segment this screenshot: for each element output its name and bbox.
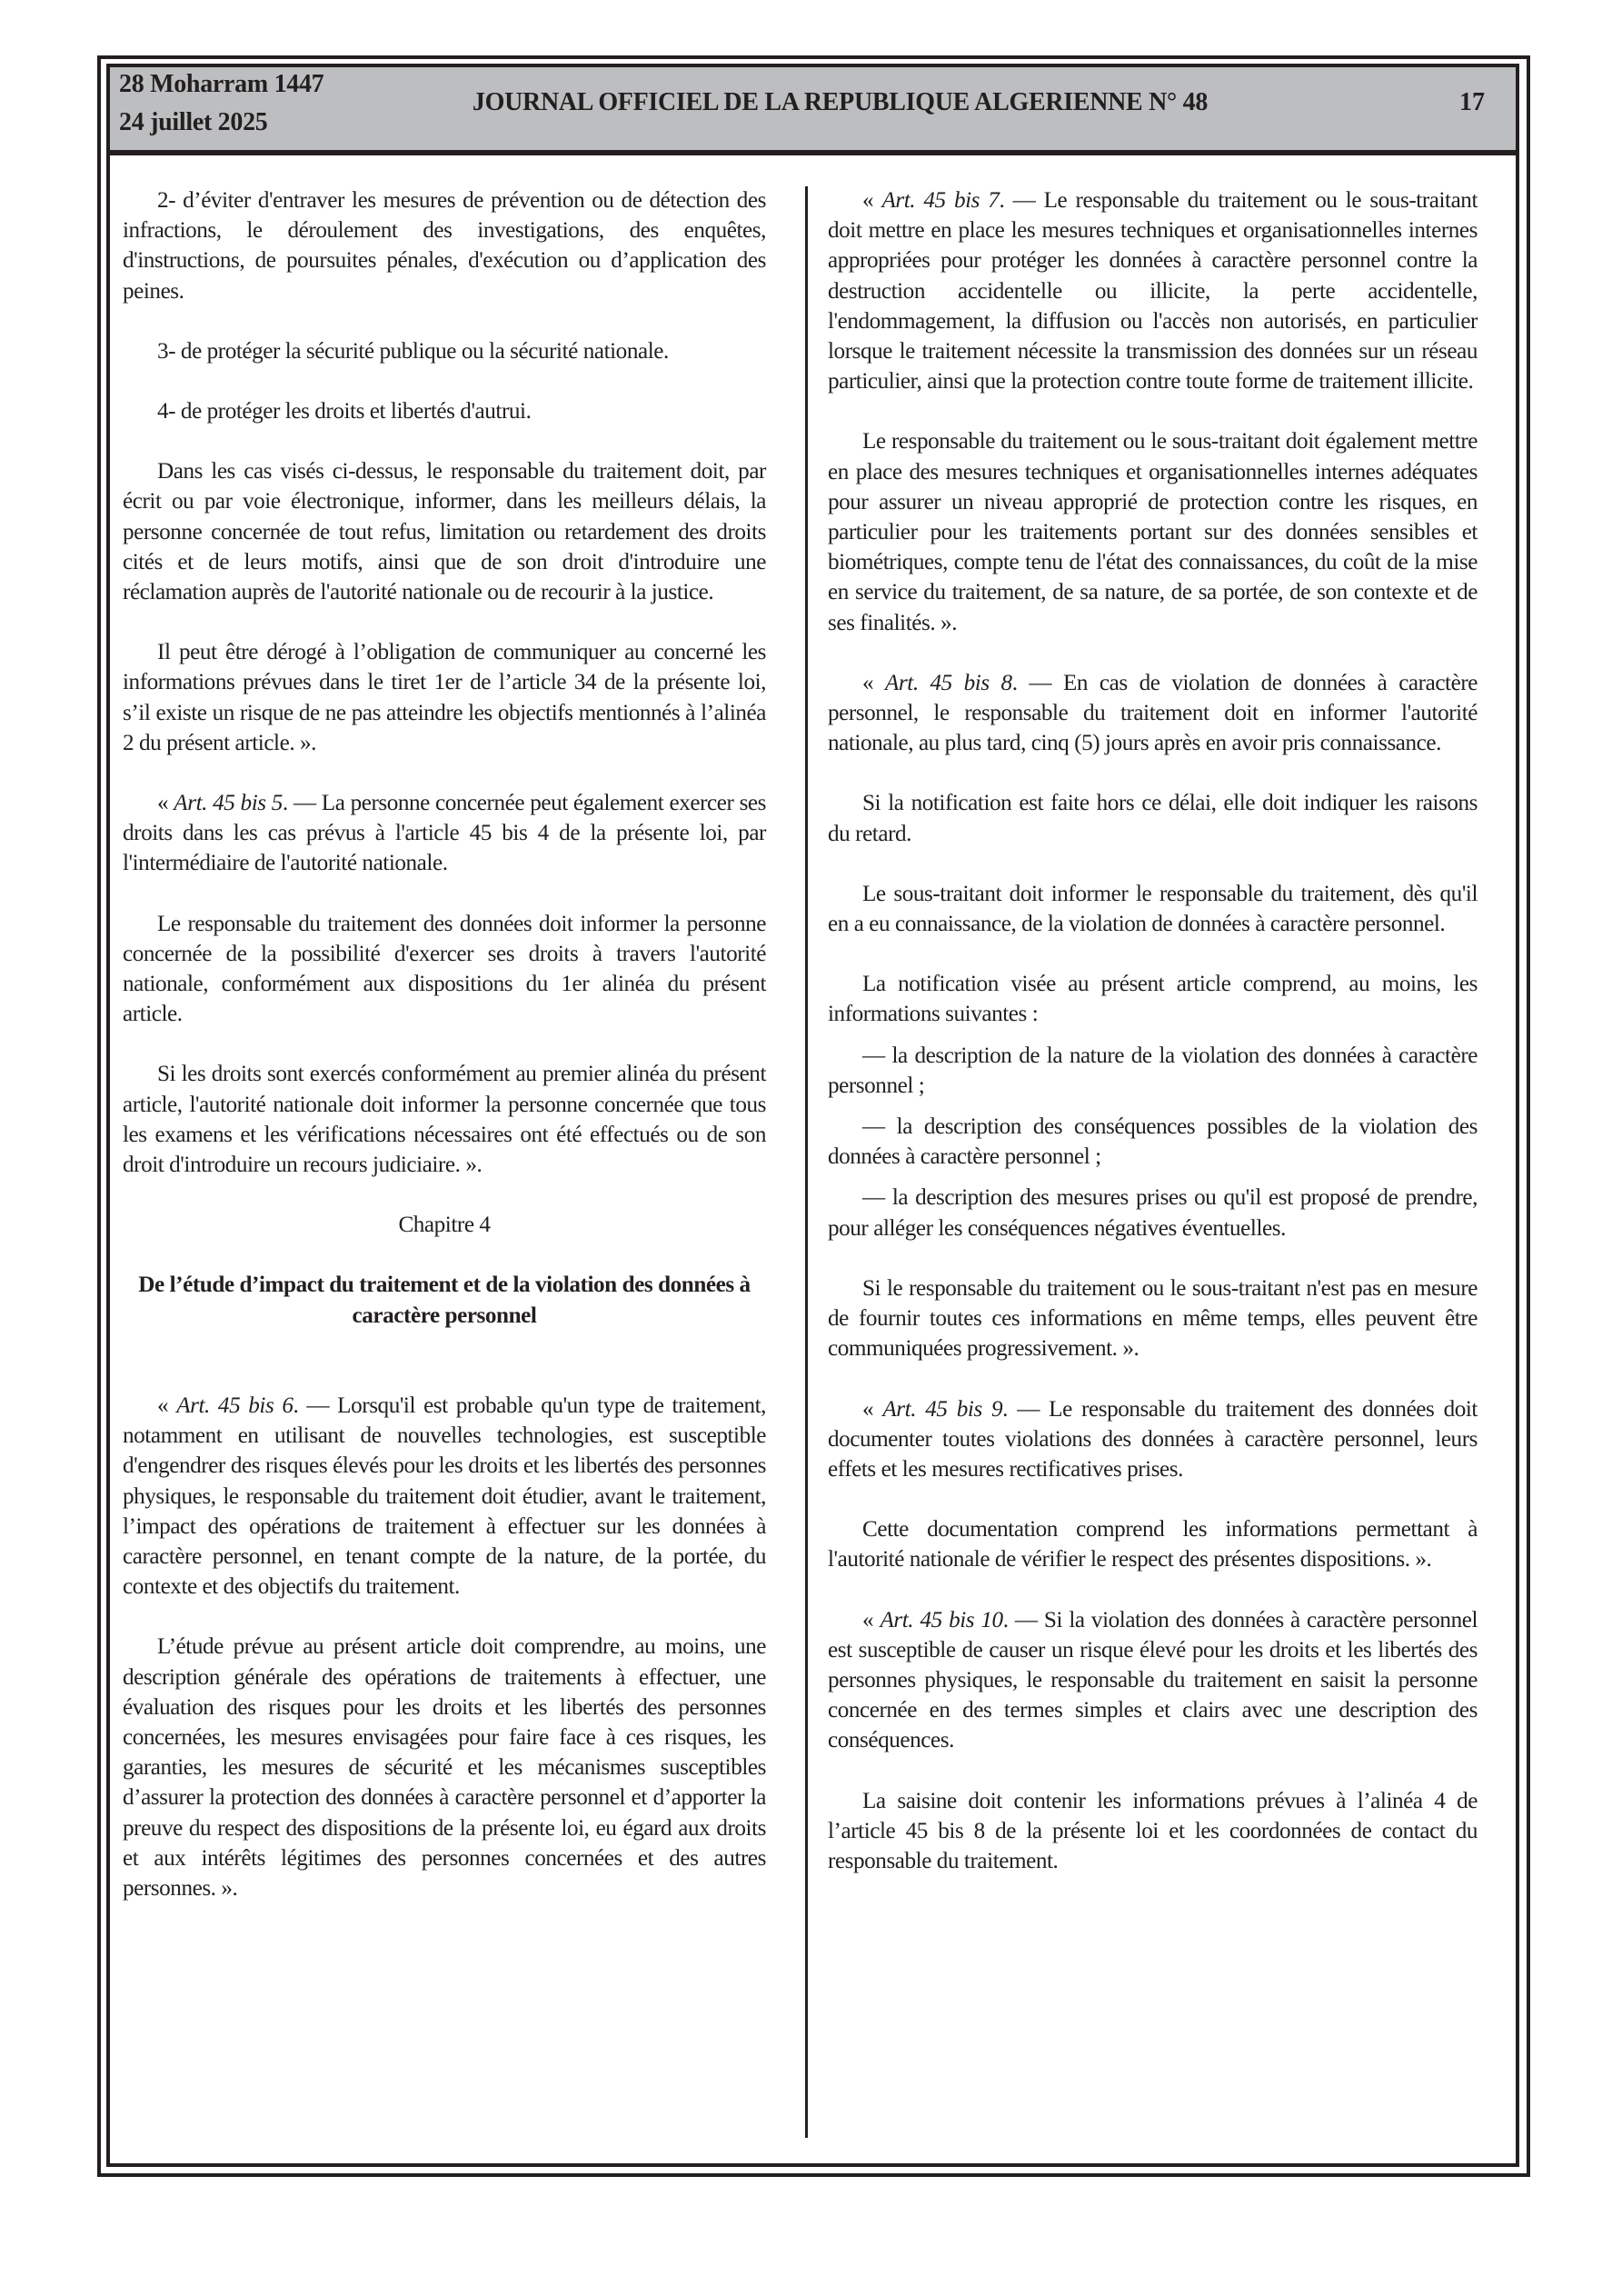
- article-ref: Art. 45 bis 9: [882, 1396, 1003, 1422]
- article-45-bis-6: [123, 1391, 766, 1602]
- paragraph: 3- de protéger la sécurité publique ou la sécurité nationale.: [157, 338, 669, 364]
- paragraph: Si la notification est faite hors ce délai, elle doit indiquer les raisons du retard.: [828, 791, 1478, 846]
- paragraph: 2- d’éviter d'entraver les mesures de prévention ou de détection des infractions, le déroulement des investigations, des enquêtes, d'instructions, de poursuites pénales, d'exécution ou d’application des peines.: [123, 188, 766, 304]
- quote-mark: «: [862, 188, 882, 213]
- list-item: — la description de la nature de la violation des données à caractère personnel ;: [828, 1043, 1478, 1098]
- paragraph: Il peut être dérogé à l’obligation de communiquer au concerné les informations prévues dans le tiret 1er de l’article 34 de la présente loi, s’il existe un risque de ne pas atteindre les objectifs mentionnés à l’alinéa 2 du présent article. ».: [123, 640, 766, 755]
- hijri-date: 28 Moharram 1447: [119, 70, 324, 98]
- left-column: [123, 185, 766, 1933]
- paragraph: Si les droits sont exercés conformément au premier alinéa du présent article, l'autorité nationale doit informer la personne concernée que tous les examens et les vérifications nécessaires ont été effectués ou de son droit d'introduire un recours judiciaire. ».: [123, 1062, 766, 1178]
- journal-title: JOURNAL OFFICIEL DE LA REPUBLIQUE ALGERIENNE N° 48: [472, 88, 1209, 116]
- list-item: — la description des conséquences possibles de la violation des données à caractère personnel ;: [828, 1114, 1478, 1170]
- paragraph: Le responsable du traitement ou le sous-traitant doit également mettre en place des mesures techniques et organisationnelles internes adéquates pour assurer un niveau approprié de protection contre les risques, en particulier pour les traitements portant sur des données sensibles et biométriques, compte tenu de l'état des connaissances, du coût de la mise en service du traitement, de sa nature, de sa portée, de son contexte et de ses finalités. ».: [828, 429, 1478, 635]
- quote-mark: «: [157, 791, 174, 816]
- paragraph: Le sous-traitant doit informer le responsable du traitement, dès qu'il en a eu connaissance, de la violation de données à caractère personnel.: [828, 881, 1478, 937]
- article-ref: Art. 45 bis 6: [176, 1393, 294, 1418]
- right-column: [828, 185, 1478, 1906]
- article-text: . — Le responsable du traitement des données doit documenter toutes violations des données à caractère personnel, leurs effets et les mesures rectificatives prises.: [828, 1396, 1478, 1482]
- chapter-label: Chapitre 4: [398, 1213, 491, 1238]
- chapter-title: De l’étude d’impact du traitement et de la violation des données à caractère personnel: [138, 1273, 751, 1328]
- paragraph: Si le responsable du traitement ou le sous-traitant n'est pas en mesure de fournir toutes ces informations en même temps, elles peuvent être communiquées progressivement. ».: [828, 1275, 1478, 1362]
- paragraph: L’étude prévue au présent article doit comprendre, au moins, une description générale des opérations de traitements à effectuer, une évaluation des risques pour les droits et les libertés des personnes concernées, les mesures envisagées pour faire face à ces risques, les garanties, les mesures de sécurité et les mécanismes susceptibles d’assurer la protection des données à caractère personnel et d’apporter la preuve du respect des dispositions de la présente loi, eu égard aux droits et aux intérêts légitimes des personnes concernées et des autres personnes. ».: [123, 1634, 766, 1901]
- paragraph: Le responsable du traitement des données doit informer la personne concernée de la possibilité d'exercer ses droits à travers l'autorité nationale, conformément aux dispositions du 1er alinéa du présent article.: [123, 911, 766, 1027]
- article-text: . — Le responsable du traitement ou le sous-traitant doit mettre en place les mesures techniques et organisationnelles internes appropriées pour protéger les données à caractère personnel contre la destruction accidentelle ou illicite, la perte accidentelle, l'endommagement, la diffusion ou l'accès non autorisés, en particulier lorsque le traitement nécessite la transmission des données sur un réseau particulier, ainsi que la protection contre toute forme de traitement illicite.: [828, 188, 1478, 394]
- page-header: [110, 67, 1516, 155]
- article-45-bis-9: [828, 1394, 1478, 1485]
- gregorian-date: 24 juillet 2025: [119, 108, 268, 136]
- paragraph: Dans les cas visés ci-dessus, le responsable du traitement doit, par écrit ou par voie électronique, informer, dans les meilleurs délais, la personne concernée de tout refus, limitation ou retardement des droits cités et de leurs motifs, ainsi que de son droit d'introduire une réclamation auprès de l'autorité nationale ou de recourir à la justice.: [123, 459, 766, 605]
- column-divider: [805, 186, 808, 2138]
- paragraph: La saisine doit contenir les informations prévues à l’alinéa 4 de l’article 45 bis 8 de la présente loi et les coordonnées de contact du responsable du traitement.: [828, 1788, 1478, 1873]
- article-45-bis-5: [123, 788, 766, 879]
- article-45-bis-10: [828, 1605, 1478, 1756]
- article-text: . — Si la violation des données à caractère personnel est susceptible de causer un risque élevé pour les droits et les libertés des personnes physiques, le responsable du traitement en saisit la personne concernée en des termes simples et clairs avec une description des conséquences.: [828, 1607, 1478, 1753]
- article-text: . — Lorsqu'il est probable qu'un type de traitement, notamment en utilisant de nouvelles technologies, est susceptible d'engendrer des risques élevés pour les droits et les libertés des personnes physiques, le responsable du traitement doit étudier, avant le traitement, l’impact des opérations de traitement à effectuer sur les données à caractère personnel, en tenant compte de la nature, de la portée, du contexte et des objectifs du traitement.: [123, 1393, 766, 1600]
- article-text: . — En cas de violation de données à caractère personnel, le responsable du traitement doit en informer l'autorité nationale, au plus tard, cinq (5) jours après en avoir pris connaissance.: [828, 670, 1478, 756]
- article-ref: Art. 45 bis 8: [885, 670, 1012, 695]
- paragraph: Cette documentation comprend les informations permettant à l'autorité nationale de vérifier le respect des présentes dispositions. ».: [828, 1517, 1478, 1572]
- quote-mark: «: [157, 1393, 177, 1418]
- paragraph: 4- de protéger les droits et libertés d'autrui.: [157, 399, 532, 424]
- article-45-bis-8: [828, 668, 1478, 759]
- quote-mark: «: [862, 1607, 881, 1632]
- page-number: 17: [1459, 88, 1485, 116]
- article-45-bis-7: [828, 185, 1478, 396]
- list-item: — la description des mesures prises ou qu'il est proposé de prendre, pour alléger les conséquences négatives éventuelles.: [828, 1185, 1478, 1241]
- quote-mark: «: [862, 1396, 883, 1422]
- paragraph: La notification visée au présent article comprend, au moins, les informations suivantes :: [828, 972, 1478, 1027]
- article-ref: Art. 45 bis 7: [881, 188, 1000, 213]
- quote-mark: «: [862, 670, 885, 695]
- article-ref: Art. 45 bis 10: [880, 1607, 1003, 1632]
- article-ref: Art. 45 bis 5: [174, 791, 283, 816]
- article-text: . — La personne concernée peut également exercer ses droits dans les cas prévus à l'article 45 bis 4 de la présente loi, par l'intermédiaire de l'autorité nationale.: [123, 791, 766, 876]
